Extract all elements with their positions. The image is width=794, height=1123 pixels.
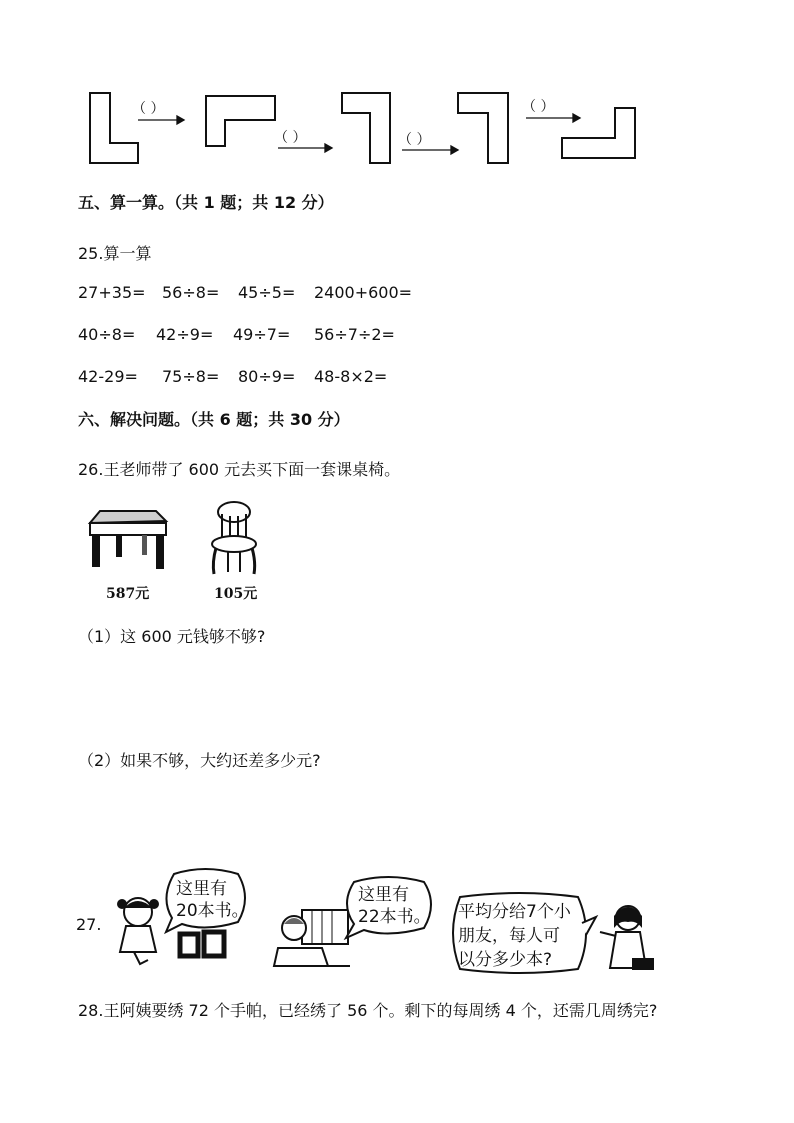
transform-blank-1[interactable]: （ ） <box>132 101 165 117</box>
speech-bubble-1 <box>160 868 250 932</box>
desk-price: 587元 <box>106 586 150 602</box>
l-shape-4 <box>458 93 508 163</box>
teacher-icon <box>596 902 656 972</box>
calc-item: 56÷7÷2= <box>314 325 395 344</box>
calc-item: 80÷9= <box>238 367 296 386</box>
calc-item: 49÷7= <box>233 325 291 344</box>
chair-illustration <box>206 500 262 580</box>
bubble3-line3: 以分多少本? <box>458 950 553 970</box>
q27-label: 27. <box>76 915 102 934</box>
l-shape-2 <box>206 96 275 146</box>
teacher-illustration <box>596 902 656 972</box>
calc-row-1 <box>78 283 678 305</box>
q25-label: 25.算一算 <box>78 244 152 263</box>
shape-transform-row <box>80 88 640 168</box>
calc-item: 45÷5= <box>238 283 296 302</box>
q26-sub1: （1）这 600 元钱够不够? <box>78 627 266 646</box>
desk-icon <box>86 505 170 575</box>
calc-item: 40÷8= <box>78 325 136 344</box>
bubble2-line1: 这里有 <box>358 885 409 905</box>
q26-sub2: （2）如果不够，大约还差多少元? <box>78 751 321 770</box>
calc-item: 42-29= <box>78 367 138 386</box>
q28-text: 28.王阿姨要绣 72 个手帕，已经绣了 56 个。剩下的每周绣 4 个，还需几周绣完? <box>78 1001 658 1020</box>
q26-text: 26.王老师带了 600 元去买下面一套课桌椅。 <box>78 460 401 479</box>
bubble1-line2: 20本书。 <box>176 901 249 921</box>
calc-row-2 <box>78 325 678 347</box>
chair-price: 105元 <box>214 586 258 602</box>
desk-illustration <box>86 505 170 575</box>
calc-item: 75÷8= <box>162 367 220 386</box>
chair-icon <box>206 500 262 580</box>
l-shape-1 <box>90 93 138 163</box>
calc-item: 56÷8= <box>162 283 220 302</box>
calc-item: 48-8×2= <box>314 367 388 386</box>
section5-title: 五、算一算。（共 1 题；共 12 分） <box>78 193 334 212</box>
l-shape-3 <box>342 93 390 163</box>
speech-bubble-2 <box>340 876 438 938</box>
calc-row-3 <box>78 367 678 389</box>
calc-item: 42÷9= <box>156 325 214 344</box>
calc-item: 27+35= <box>78 283 146 302</box>
speech-bubble-3 <box>446 893 594 975</box>
transform-blank-2[interactable]: （ ） <box>274 130 307 146</box>
calc-item: 2400+600= <box>314 283 413 302</box>
transform-blank-4[interactable]: （ ） <box>522 99 555 115</box>
transform-blank-3[interactable]: （ ） <box>398 132 431 148</box>
section6-title: 六、解决问题。（共 6 题；共 30 分） <box>78 410 350 429</box>
bubble1-line1: 这里有 <box>176 879 227 899</box>
bubble3-line1: 平均分给7个小 <box>458 902 571 922</box>
bubble3-line2: 朋友，每人可 <box>458 926 560 946</box>
bubble2-line2: 22本书。 <box>358 907 431 927</box>
